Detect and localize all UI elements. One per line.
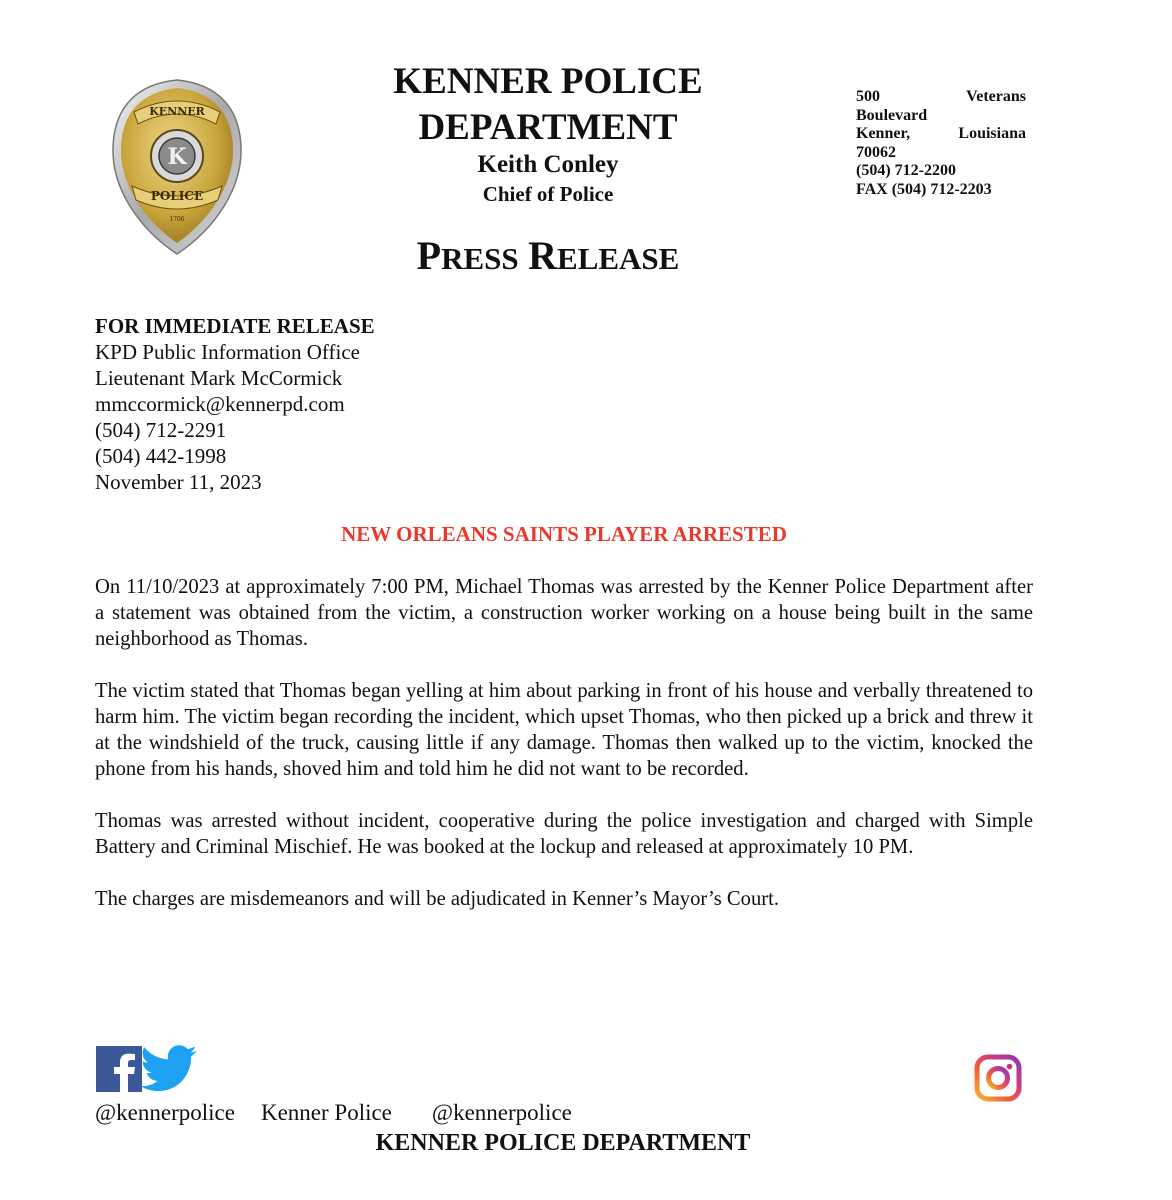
body-paragraph-3: Thomas was arrested without incident, cooperative during the police investigation and charged with Simple Battery and Criminal Mischief. He was booked at the lockup and released at approximately 10 PM.: [95, 810, 1033, 858]
facebook-icon: [96, 1046, 142, 1092]
footer-department-name: KENNER POLICE DEPARTMENT: [375, 1130, 751, 1156]
body-paragraph-1: On 11/10/2023 at approximately 7:00 PM, Michael Thomas was arrested by the Kenner Police Department after a statement was obtained from the victim, a construction worker working on a house being built in the same neighborhood as Thomas.: [95, 576, 1033, 650]
contact-phone-2: (504) 442-1998: [95, 444, 227, 468]
contact-block: [95, 313, 695, 495]
officer-name: Lieutenant Mark McCormick: [95, 366, 343, 390]
social-handles: [95, 1099, 572, 1127]
badge-top-text: KENNER: [149, 105, 205, 118]
twitter-icon: [140, 1045, 198, 1093]
chief-title: Chief of Police: [482, 182, 614, 206]
address-block: 500 Veterans Boulevard Kenner, Louisiana 70062 (504) 712-2200 FAX (504) 712-2203: [856, 88, 1026, 198]
address-phone: (504) 712-2200: [856, 162, 956, 179]
address-fax: FAX (504) 712-2203: [856, 180, 992, 198]
facebook-handle: @kennerpolice: [95, 1100, 235, 1125]
department-name-line2: DEPARTMENT: [418, 107, 678, 148]
contact-phone-1: (504) 712-2291: [95, 418, 227, 442]
svg-text:K: K: [167, 144, 187, 170]
police-badge-logo: [108, 78, 246, 256]
department-name-line1: KENNER POLICE: [393, 61, 703, 102]
twitter-handle: Kenner Police: [260, 1100, 392, 1125]
chief-name: Keith Conley: [477, 151, 619, 178]
contact-email: mmccormick@kennerpd.com: [95, 392, 345, 416]
press-release-title: PRESS RELEASE: [416, 233, 680, 278]
body-text: [95, 574, 1033, 938]
badge-year: 1706: [169, 216, 185, 223]
instagram-handle: @kennerpolice: [431, 1100, 572, 1125]
headline: NEW ORLEANS SAINTS PLAYER ARRESTED: [341, 522, 787, 546]
body-paragraph-4: The charges are misdemeanors and will be adjudicated in Kenner’s Mayor’s Court.: [95, 888, 779, 910]
body-paragraph-2: The victim stated that Thomas began yelling at him about parking in front of his house and verbally threatened to harm him. The victim began recording the incident, which upset Thomas, who then picked up a brick and threw it at the windshield of the truck, causing little if any damage. Thomas then walked up to the victim, knocked the phone from his hands, shoved him and told him he did not want to be recorded.: [95, 680, 1033, 780]
release-date: November 11, 2023: [95, 470, 262, 494]
instagram-icon: [974, 1054, 1022, 1102]
release-type: FOR IMMEDIATE RELEASE: [95, 314, 375, 338]
badge-bottom-text: POLICE: [150, 189, 204, 203]
office-name: KPD Public Information Office: [95, 340, 360, 364]
